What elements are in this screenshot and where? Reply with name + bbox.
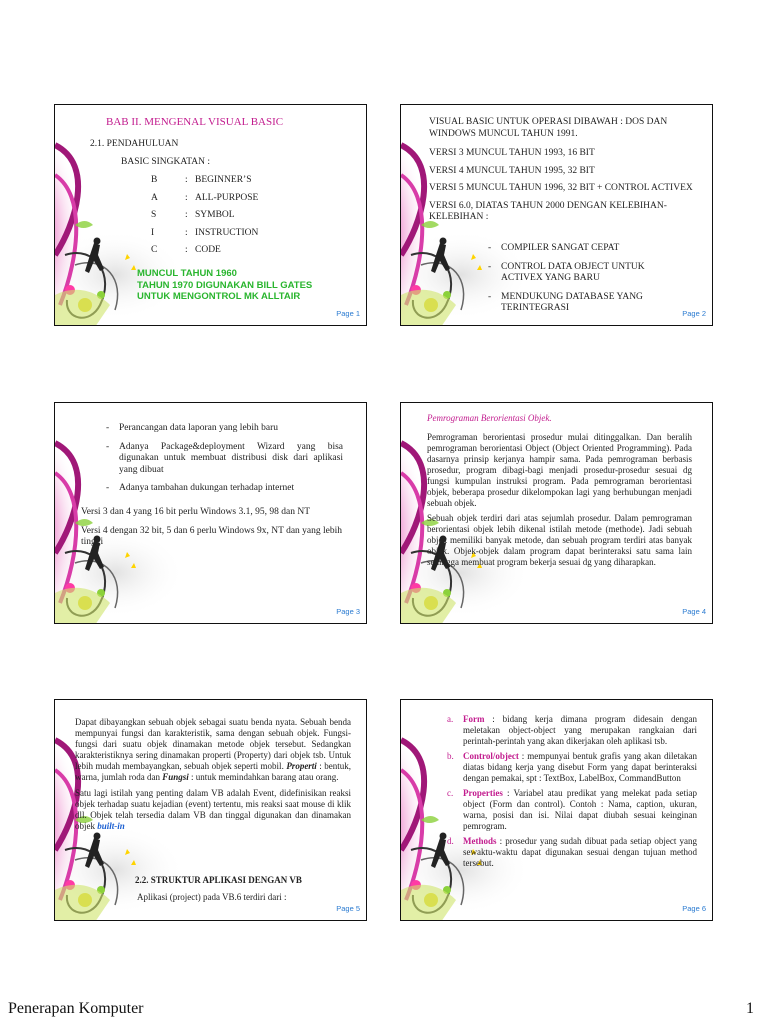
slide-4 bbox=[400, 402, 713, 624]
slide-3 bbox=[54, 402, 367, 624]
vb-structure-list bbox=[447, 714, 697, 869]
list-item: d. Methods : prosedur yang sudah dibuat pada setiap object yang sewaktu-waktu dapat digunakan sesuai dengan tujuan method tersebut. bbox=[447, 836, 697, 868]
acronym-row: C : CODE bbox=[151, 245, 221, 255]
object-description: Dapat dibayangkan sebuah objek sebagai suatu benda nyata. Sebuah benda mempunyai fungsi dan karakteristik, sama dengan sebuah objek. Fungsi-fungsi dari suatu objek dinamakan metode objek tersebut. Sedangkan karakteristiknya sering dinamakan properti (Property) dari objek tsb. Untuk lebih mudah membayangkan, sebuah objek seperti mobil. Properti : bentuk, warna, jumlah roda dan Fungsi : untuk memindahkan barang atau orang. Satu lagi istilah yang penting dalam VB adalah Event, didefinisikan reaksi objek terhadap suatu kejadian (event) tertentu, mis reaksi saat mouse di klik dll. Objek telah tersedia dalam VB dan tinggal digunakan dan dinamakan objek built-in bbox=[75, 717, 352, 831]
section-heading: 2.1. PENDAHULUAN bbox=[90, 139, 179, 149]
section-heading: 2.2. STRUKTUR APLIKASI DENGAN VB bbox=[135, 875, 302, 885]
list-item: a. Form : bidang kerja dimana program didesain dengan meletakan object-object yang merupakan rangkaian dari perintah-perintah yang akan dikerjakan oleh aplikasi tsb. bbox=[447, 714, 697, 746]
page-number: Page 6 bbox=[682, 903, 706, 913]
slide-5 bbox=[54, 699, 367, 921]
windows-requirements: Versi 3 dan 4 yang 16 bit perlu Windows 3.1, 95, 98 dan NT Versi 4 dengan 32 bit, 5 dan 6 perlu Windows 9x, NT dan yang lebih tinggi bbox=[81, 507, 343, 547]
page-number: Page 2 bbox=[682, 308, 706, 318]
acronym-row: I : INSTRUCTION bbox=[151, 227, 259, 238]
slide-title: Pemrograman Berorientasi Objek. bbox=[427, 413, 552, 423]
intro-text: BASIC SINGKATAN : bbox=[121, 157, 210, 167]
acronym-row: S : SYMBOL bbox=[151, 210, 235, 220]
footer-page-number: 1 bbox=[746, 1000, 754, 1017]
list-item: - MENDUKUNG DATABASE YANG TERINTEGRASI bbox=[485, 292, 685, 315]
slide-1 bbox=[54, 104, 367, 326]
footer-course-title: Penerapan Komputer bbox=[8, 1000, 144, 1017]
acronym-list bbox=[151, 175, 258, 257]
list-item: - COMPILER SANGAT CEPAT bbox=[485, 243, 685, 255]
slide-6 bbox=[400, 699, 713, 921]
slide-2 bbox=[400, 104, 713, 326]
list-item: b. Control/object : mempunyai bentuk grafis yang akan diletakan diatas bidang kerja yang disebut Form yang dapat berinteraksi dengan pemakai, spt : TextBox, LabelBox, CommandButton bbox=[447, 751, 697, 783]
feature-list bbox=[485, 243, 685, 322]
page-number: Page 5 bbox=[336, 903, 360, 913]
history-green-text: MUNCUL TAHUN 1960 TAHUN 1970 DIGUNAKAN BILL GATES UNTUK MENGONTROL MK ALLTAIR bbox=[137, 268, 313, 302]
list-item: - CONTROL DATA OBJECT UNTUK ACTIVEX YANG BARU bbox=[485, 262, 685, 285]
acronym-row: B : BEGINNER’S bbox=[151, 175, 252, 185]
page-number: Page 1 bbox=[336, 308, 360, 318]
structure-intro: Aplikasi (project) pada VB.6 terdiri dari : bbox=[137, 892, 287, 902]
oop-description: Pemrograman berorientasi prosedur mulai ditinggalkan. Dan beralih pemrograman berorientasi Object (Object Oriented Programming). Pada dasarnya prinsip kerjanya hampir sama. Pada pemrograman berbasis prosedur, program dibagi-bagi menjadi prosedur-prosedur sesuai dg fungsi kumpulan instruksi program. Pada pemrograman berorientasi objek, beberapa prosedur dikelompokan lagi yang berhubungan menjadi sebuah objek. Sebuah objek terdiri dari atas sejumlah prosedur. Dalam pemrograman berorientasi objek lebih dikenal istilah metode (methode). Jadi sebuah objek memiliki banyak metode, dan sebuah program terdiri atas banyak objek. Objek-objek dalam program dapat berinteraksi satu sama lain sehingga membuat program bekerja sesuai dg yang diharapkan. bbox=[427, 432, 692, 567]
version-history: VISUAL BASIC UNTUK OPERASI DIBAWAH : DOS DAN WINDOWS MUNCUL TAHUN 1991. VERSI 3 MUNCUL TAHUN 1993, 16 BIT VERSI 4 MUNCUL TAHUN 1995, 32 BIT VERSI 5 MUNCUL TAHUN 1996, 32 BIT + CONTROL ACTIVEX VERSI 6.0, DIATAS TAHUN 2000 DENGAN KELEBIHAN-KELEBIHAN : bbox=[429, 117, 693, 222]
page-number: Page 4 bbox=[682, 606, 706, 616]
list-item: c. Properties : Variabel atau predikat yang melekat pada setiap object (Form dan control). Contoh : Nama, caption, ukuran, warna, posisi dan isi. Nilai dapat diubah sesuai keinginan pemrogram. bbox=[447, 788, 697, 831]
built-in-term: built-in bbox=[97, 821, 125, 831]
slide-title: BAB II. MENGENAL VISUAL BASIC bbox=[106, 116, 284, 128]
list-item: - Adanya Package&deployment Wizard yang bisa digunakan untuk membuat distribusi disk dari aplikasi yang dibuat bbox=[103, 442, 343, 477]
acronym-row: A : ALL-PURPOSE bbox=[151, 192, 259, 203]
list-item: - Adanya tambahan dukungan terhadap internet bbox=[103, 483, 343, 495]
page-number: Page 3 bbox=[336, 606, 360, 616]
list-item: - Perancangan data laporan yang lebih baru bbox=[103, 423, 343, 435]
feature-list bbox=[103, 423, 343, 502]
